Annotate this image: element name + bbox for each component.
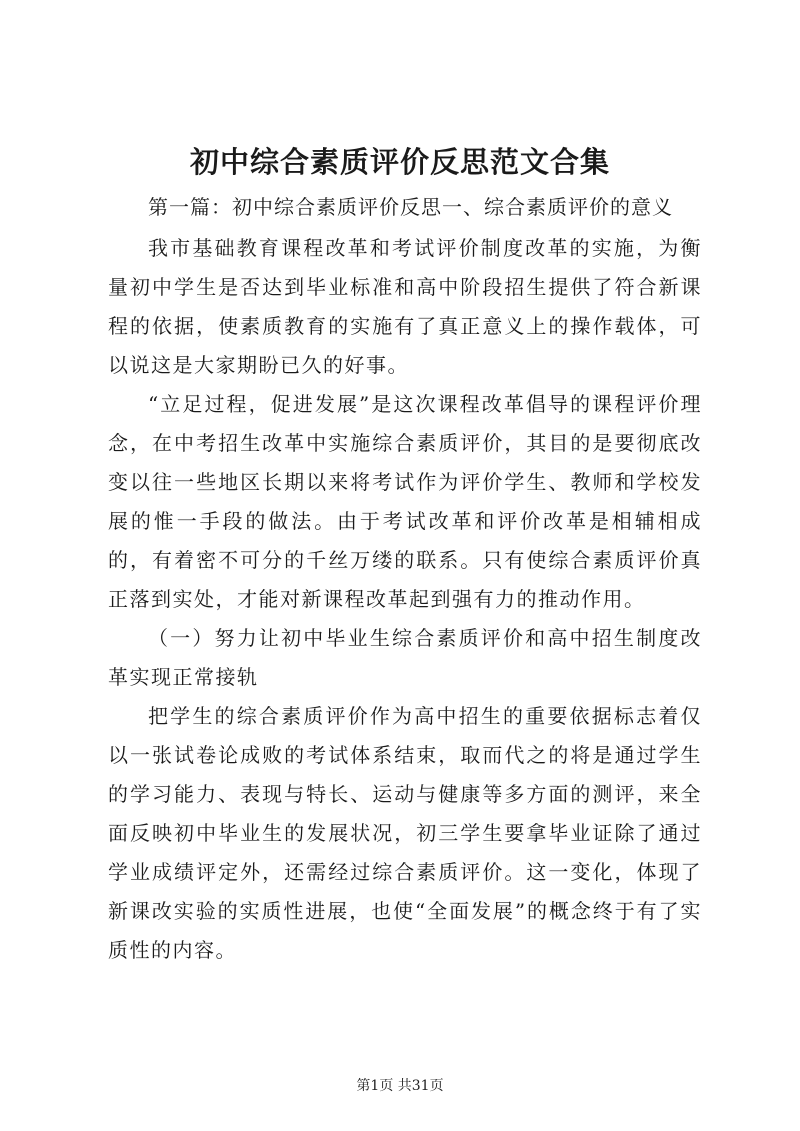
paragraph-3-subheading: （一）努力让初中毕业生综合素质评价和高中招生制度改革实现正常接轨 xyxy=(108,626,702,689)
page-footer: 第1页 共31页 xyxy=(356,1078,444,1094)
paragraph-2: “立足过程，促进发展”是这次课程改革倡导的课程评价理念，在中考招生改革中实施综合素质评价，其目的是要彻底改变以往一些地区长期以来将考试作为评价学生、教师和学校发展的惟一手段的做法。由于考试改革和评价改革是相辅相成的，有着密不可分的千丝万缕的联系。只有使综合素质评价真正落到实处，才能对新课程改革起到强有力的推动作用。 xyxy=(108,392,702,611)
paragraph-1: 我市基础教育课程改革和考试评价制度改革的实施，为衡量初中学生是否达到毕业标准和高中阶段招生提供了符合新课程的依据，使素质教育的实施有了真正意义上的操作载体，可以说这是大家期盼已久的好事。 xyxy=(108,236,702,377)
section-heading: 第一篇：初中综合素质评价反思一、综合素质评价的意义 xyxy=(148,195,673,219)
document-body xyxy=(108,229,702,970)
paragraph-4: 把学生的综合素质评价作为高中招生的重要依据标志着仅以一张试卷论成败的考试体系结束，取而代之的将是通过学生的学习能力、表现与特长、运动与健康等多方面的测评，来全面反映初中毕业生的发展状况，初三学生要拿毕业证除了通过学业成绩评定外，还需经过综合素质评价。这一变化，体现了新课改实验的实质性进展，也使“全面发展”的概念终于有了实质性的内容。 xyxy=(108,704,702,962)
document-title: 初中综合素质评价反思范文合集 xyxy=(189,145,610,179)
